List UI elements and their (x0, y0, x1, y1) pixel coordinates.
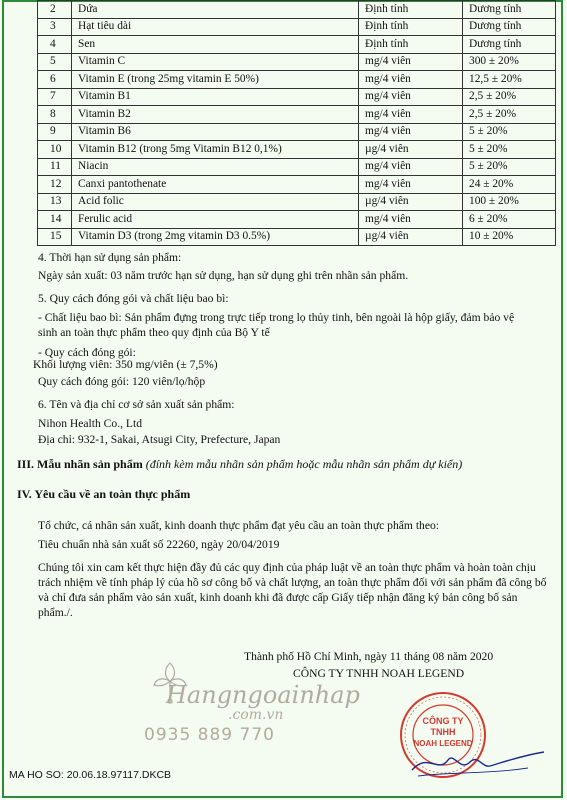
table-row (38, 228, 556, 246)
row-number: 4 (38, 36, 72, 54)
stamp-line-3: NOAH LEGEND (413, 739, 473, 748)
row-number: 8 (38, 106, 72, 124)
unit-cell: mg/4 viên (359, 176, 463, 194)
value-cell: 5 ± 20% (463, 158, 556, 176)
value-cell: 12,5 ± 20% (463, 71, 556, 89)
table-row (38, 18, 556, 36)
table-row (38, 53, 556, 71)
stamp-line-1: CÔNG TY (422, 716, 464, 726)
ingredient-name: Niacin (72, 158, 359, 176)
value-cell: 5 ± 20% (463, 141, 556, 159)
section-III-heading (17, 457, 462, 472)
section-6-title: 6. Tên và địa chỉ cơ sở sản xuất sản phẩm: (38, 398, 235, 411)
table-row (38, 176, 556, 194)
row-number: 13 (38, 193, 72, 211)
ingredient-name: Acid folic (72, 193, 359, 211)
signature-icon (408, 742, 548, 782)
unit-cell: µg/4 viên (359, 228, 463, 246)
section-5-title: 5. Quy cách đóng gói và chất liệu bao bì: (38, 292, 229, 305)
section-4-title: 4. Thời hạn sử dụng sản phẩm: (38, 251, 182, 264)
table-row (38, 211, 556, 229)
table-row (38, 1, 556, 19)
ingredient-name: Vitamin B1 (72, 88, 359, 106)
unit-cell: Định tính (359, 36, 463, 54)
value-cell: Dương tính (463, 36, 556, 54)
value-cell: 5 ± 20% (463, 123, 556, 141)
watermark-domain: .com.vn (228, 707, 284, 723)
ingredient-name: Ferulic acid (72, 211, 359, 229)
row-number: 12 (38, 176, 72, 194)
row-number: 5 (38, 53, 72, 71)
value-cell: 2,5 ± 20% (463, 88, 556, 106)
section-IV-title: IV. Yêu cầu về an toàn thực phẩm (17, 487, 191, 501)
value-cell: Dương tính (463, 18, 556, 36)
ingredient-name: Sen (72, 36, 359, 54)
watermark-site: Hangngoainhap (166, 681, 360, 709)
ingredient-name: Vitamin E (trong 25mg vitamin E 50%) (72, 71, 359, 89)
value-cell: 100 ± 20% (463, 193, 556, 211)
packing-spec: Quy cách đóng gói: 120 viên/lọ/hộp (38, 375, 206, 388)
ingredient-name: Vitamin C (72, 53, 359, 71)
packing-title: - Quy cách đóng gói: (38, 346, 136, 359)
value-cell: 10 ± 20% (463, 228, 556, 246)
unit-cell: mg/4 viên (359, 71, 463, 89)
table-row (38, 71, 556, 89)
stamp-line-2: TNHH (430, 727, 456, 737)
watermark-phone: 0935 889 770 (144, 725, 275, 745)
table-row (38, 141, 556, 159)
unit-cell: µg/4 viên (359, 193, 463, 211)
manufacturer-name: Nihon Health Co., Ltd (38, 417, 143, 430)
section-4-text: Ngày sản xuất: 03 năm trước hạn sử dụng, hạn sử dụng ghi trên nhãn sản phẩm. (38, 269, 409, 282)
ingredient-name: Vitamin D3 (trong 2mg vitamin D3 0.5%) (72, 228, 359, 246)
row-number: 10 (38, 141, 72, 159)
ingredient-name: Vitamin B12 (trong 5mg Vitamin B12 0,1%) (72, 141, 359, 159)
section-III-note: (đính kèm mẫu nhãn sản phẩm hoặc mẫu nhãn sản phẩm dự kiến) (145, 457, 463, 471)
place-date: Thành phố Hồ Chí Minh, ngày 11 tháng 08 năm 2020 (244, 650, 494, 663)
pill-weight: Khối lượng viên: 350 mg/viên (± 7,5%) (33, 358, 218, 371)
ingredient-name: Vitamin B6 (72, 123, 359, 141)
dossier-code: MA HO SO: 20.06.18.97117.DKCB (9, 769, 172, 781)
table-row (38, 36, 556, 54)
unit-cell: Định tính (359, 18, 463, 36)
section-IV-line1: Tổ chức, cá nhân sản xuất, kinh doanh thực phẩm đạt yêu cầu an toàn thực phẩm theo: (38, 519, 439, 532)
unit-cell: µg/4 viên (359, 141, 463, 159)
value-cell: 300 ± 20% (463, 53, 556, 71)
ingredient-name: Vitamin B2 (72, 106, 359, 124)
value-cell: 24 ± 20% (463, 176, 556, 194)
unit-cell: mg/4 viên (359, 53, 463, 71)
commitment-paragraph: Chúng tôi xin cam kết thực hiện đầy đủ các quy định của pháp luật về an toàn thực phẩm và hoàn toàn chịu trách nhiệm về tính pháp lý của hồ sơ công bố và chất lượng, an toàn thực phẩm đối với sản phẩm đã công bố và chỉ đưa sản phẩm vào sản xuất, kinh doanh khi đã được cấp Giấy tiếp nhận đăng ký bản công bố sản phẩm./. (38, 561, 547, 619)
row-number: 7 (38, 88, 72, 106)
row-number: 15 (38, 228, 72, 246)
unit-cell: mg/4 viên (359, 211, 463, 229)
value-cell: Dương tính (463, 1, 556, 19)
row-number: 9 (38, 123, 72, 141)
watermark-logo (144, 655, 360, 750)
row-number: 6 (38, 71, 72, 89)
ingredient-name: Hạt tiêu dài (72, 18, 359, 36)
ingredient-name: Dứa (72, 1, 359, 19)
table-row (38, 123, 556, 141)
ingredients-table (37, 0, 556, 246)
row-number: 14 (38, 211, 72, 229)
manufacturer-address: Địa chỉ: 932-1, Sakai, Atsugi City, Prefecture, Japan (38, 433, 281, 446)
table-row (38, 106, 556, 124)
table-row (38, 193, 556, 211)
value-cell: 2,5 ± 20% (463, 106, 556, 124)
unit-cell: mg/4 viên (359, 123, 463, 141)
unit-cell: mg/4 viên (359, 158, 463, 176)
row-number: 11 (38, 158, 72, 176)
row-number: 3 (38, 18, 72, 36)
value-cell: 6 ± 20% (463, 211, 556, 229)
table-row (38, 158, 556, 176)
section-III-title: III. Mẫu nhãn sản phẩm (17, 457, 143, 471)
table-row (38, 88, 556, 106)
section-IV-line2: Tiêu chuẩn nhà sản xuất số 22260, ngày 20/04/2019 (38, 538, 280, 551)
unit-cell: Định tính (359, 1, 463, 19)
signing-company: CÔNG TY TNHH NOAH LEGEND (293, 667, 465, 680)
row-number: 2 (38, 1, 72, 19)
unit-cell: mg/4 viên (359, 106, 463, 124)
ingredient-name: Canxi pantothenate (72, 176, 359, 194)
unit-cell: mg/4 viên (359, 88, 463, 106)
packaging-material: - Chất liệu bao bì: Sản phẩm đựng trong trực tiếp trong lọ thủy tinh, bên ngoài là hộp giấy, đảm bảo vệ sinh an toàn thực phẩm theo quy định của Bộ Y tế (38, 311, 515, 339)
